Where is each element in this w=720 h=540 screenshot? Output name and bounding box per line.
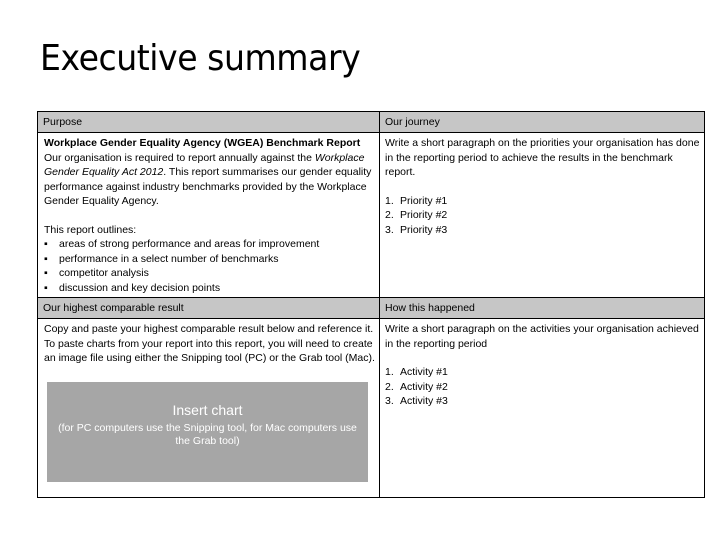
list-item: 3. Priority #3 — [385, 223, 448, 236]
bullet-icon: ▪ — [44, 267, 48, 279]
how-cell — [385, 322, 700, 409]
activity-list — [385, 365, 700, 409]
outline-intro: This report outlines: — [44, 223, 137, 236]
list-item: 1. Activity #1 — [385, 366, 448, 378]
list-item: ▪ discussion and key decision points — [44, 281, 221, 294]
bullet-icon: ▪ — [44, 238, 48, 250]
result-header: Our highest comparable result — [38, 298, 379, 319]
insert-chart-placeholder[interactable] — [47, 382, 368, 482]
list-item: 1. Priority #1 — [385, 194, 448, 207]
purpose-cell — [44, 136, 376, 295]
journey-text: Write a short paragraph on the priorities your organisation has done in the reporting period to achieve the results in the benchmark report. — [385, 137, 700, 178]
list-item: ▪ areas of strong performance and areas for improvement — [44, 238, 320, 250]
list-item: ▪ competitor analysis — [44, 267, 149, 279]
list-item: 3. Activity #3 — [385, 395, 448, 407]
page-title: Executive summary — [40, 38, 361, 79]
chart-placeholder-subtitle: (for PC computers use the Snipping tool, for Mac computers use the Grab tool) — [58, 422, 357, 447]
bullet-icon: ▪ — [44, 252, 48, 265]
purpose-bold-line: Workplace Gender Equality Agency (WGEA) Benchmark Report — [44, 137, 361, 149]
result-text: Copy and paste your highest comparable result below and reference it. To paste charts from your report into this report, you will need to create an image file using either the Snipping tool (PC) or the Grab tool (Mac). — [44, 323, 375, 364]
journey-cell — [385, 136, 700, 237]
list-item: 2. Activity #2 — [385, 380, 448, 393]
list-item: ▪ performance in a select number of benchmarks — [44, 252, 279, 265]
outline-list — [44, 237, 376, 295]
bullet-icon: ▪ — [44, 281, 48, 294]
purpose-text: Our organisation is required to report annually against the Workplace Gender Equality Act 2012. This report summarises our gender equality performance against industry benchmarks provided by the Workplace Gender Equality Agency. — [44, 151, 372, 207]
summary-table — [37, 111, 705, 498]
purpose-header: Purpose — [38, 112, 379, 133]
how-header: How this happened — [380, 298, 704, 319]
chart-placeholder-title: Insert chart — [172, 402, 243, 418]
how-text: Write a short paragraph on the activities your organisation achieved in the reporting period — [385, 323, 699, 350]
list-item: 2. Priority #2 — [385, 209, 448, 221]
journey-header: Our journey — [380, 112, 704, 133]
priority-list — [385, 194, 700, 238]
